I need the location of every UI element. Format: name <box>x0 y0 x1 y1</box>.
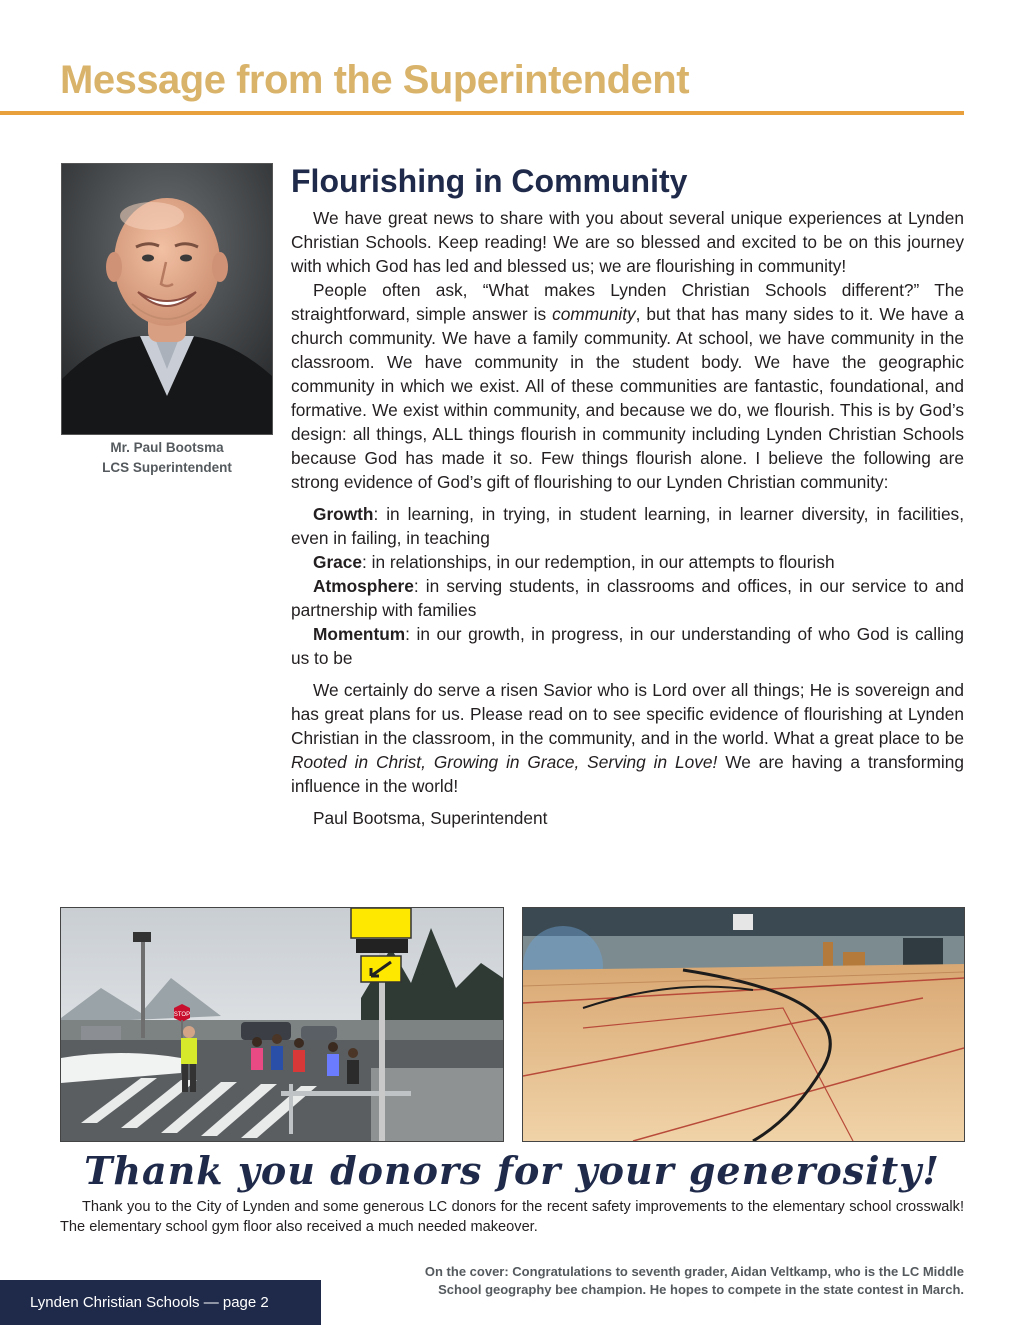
page-header-title: Message from the Superintendent <box>60 58 690 102</box>
cover-note-line-2: School geography bee champion. He hopes to compete in the state contest in March. <box>438 1282 964 1297</box>
paragraph-intro: We have great news to share with you about several unique experiences at Lynden Christian Schools. Keep reading! We are so blessed and excited to be on this journey with which God has led and blessed us; we are flourishing in community! <box>291 208 964 276</box>
paragraph-community-end: , but that has many sides to it. We have a church community. We have a family community. At school, we have community in the classroom. We have community in the student body. We have the geographic community in which we exist. All of these communities are fantastic, foundational, and formative. We exist within community, and because we do, we flourish. This is by God’s design: all things, ALL things flourish in community including Lynden Christian Schools because God has made it so. Few things flourish alone. I believe the following are strong evidence of God’s gift of flourishing to our Lynden Christian community: <box>291 304 964 492</box>
text-momentum: : in our growth, in progress, in our understanding of who God is calling us to be <box>291 624 964 668</box>
article-title: Flourishing in Community <box>291 163 688 199</box>
portrait-illustration <box>62 164 272 434</box>
superintendent-portrait <box>61 163 273 435</box>
term-atmosphere: Atmosphere <box>313 576 414 596</box>
gym-illustration <box>523 908 964 1141</box>
text-growth: : in learning, in trying, in student learning, in learner diversity, in facilities, even in failing, in teaching <box>291 504 964 548</box>
paragraph-closing <box>291 678 964 798</box>
evidence-momentum <box>291 622 964 670</box>
term-momentum: Momentum <box>313 624 406 644</box>
paragraph-closing-start: We certainly do serve a risen Savior who is Lord over all things; He is sovereign and has great plans for us. Please read on to see specific evidence of flourishing at Lynden Christian in the classroom, in the community, and in the world. What a great place to be <box>291 680 964 748</box>
cover-note <box>324 1263 964 1299</box>
caption-role: LCS Superintendent <box>102 460 232 475</box>
cover-note-line-1: On the cover: Congratulations to seventh grader, Aidan Veltkamp, who is the LC Middle <box>424 1264 964 1279</box>
term-grace: Grace <box>313 552 363 572</box>
footer-page-label: Lynden Christian Schools — page 2 <box>0 1280 321 1325</box>
stop-sign-text: STOP <box>173 1012 191 1018</box>
paragraph-community-start: People often ask, “What makes Lynden Christian Schools different?” The straightforward, simple answer is <box>291 280 964 324</box>
text-grace: : in relationships, in our redemption, in our attempts to flourish <box>362 552 835 572</box>
thanks-heading: Thank you donors for your generosity! <box>84 1148 940 1193</box>
evidence-growth <box>291 502 964 550</box>
term-growth: Growth <box>313 504 374 524</box>
thanks-body: Thank you to the City of Lynden and some generous LC donors for the recent safety improvements to the elementary school crosswalk! The elementary school gym floor also received a much needed makeover. <box>60 1199 964 1235</box>
paragraph-closing-end: We are having a transforming influence in the world! <box>291 752 964 796</box>
article <box>291 160 964 830</box>
text-atmosphere: : in serving students, in classrooms and offices, in our service to and partnership with families <box>291 576 964 620</box>
emphasis-community: community <box>552 304 636 324</box>
caption-name: Mr. Paul Bootsma <box>110 440 224 455</box>
emphasis-motto: Rooted in Christ, Growing in Grace, Serving in Love! <box>291 752 718 772</box>
crosswalk-illustration <box>61 908 503 1141</box>
evidence-grace <box>291 550 964 574</box>
evidence-atmosphere <box>291 574 964 622</box>
gym-floor-photo <box>522 907 965 1142</box>
signature: Paul Bootsma, Superintendent <box>313 808 548 828</box>
crosswalk-photo <box>60 907 504 1142</box>
header-rule <box>0 111 964 115</box>
paragraph-community <box>291 278 964 494</box>
portrait-caption <box>62 438 272 478</box>
